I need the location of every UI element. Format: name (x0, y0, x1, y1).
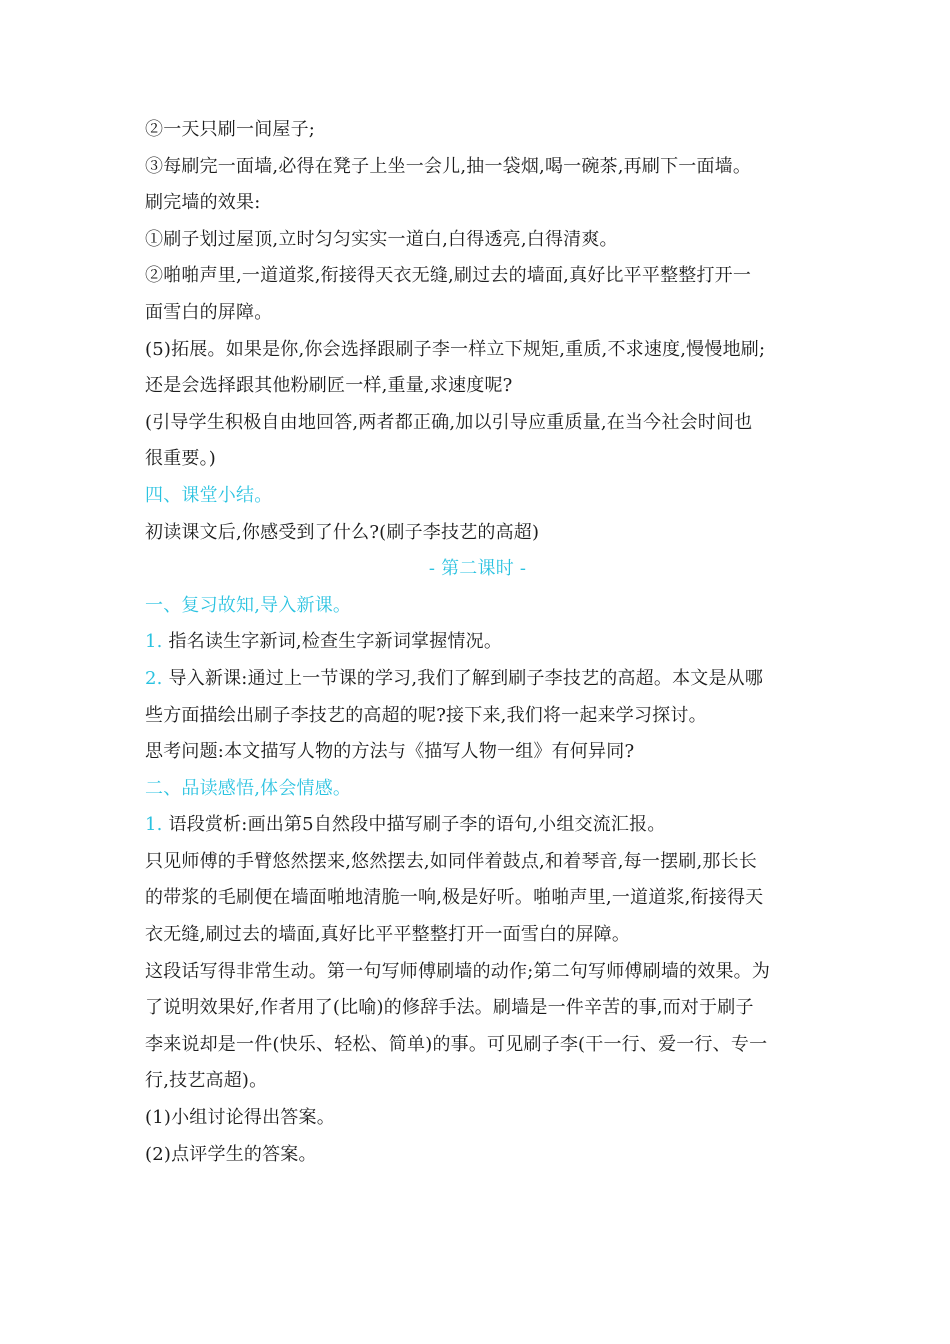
numbered-item (145, 807, 810, 844)
document-body (145, 112, 810, 1173)
item-number: 1. (145, 814, 163, 836)
item-text: 指名读生字新词,检查生字新词掌握情况。 (168, 631, 503, 653)
text-line: (1)小组讨论得出答案。 (145, 1107, 335, 1129)
text-line: 衣无缝,刷过去的墙面,真好比平平整整打开一面雪白的屏障。 (145, 924, 631, 946)
text-line: 还是会选择跟其他粉刷匠一样,重量,求速度呢? (145, 375, 513, 397)
text-line: (2)点评学生的答案。 (145, 1143, 317, 1165)
item-number: 1. (145, 631, 163, 653)
numbered-item (145, 624, 810, 661)
text-line: 刷完墙的效果: (145, 192, 261, 214)
text-line: ②啪啪声里,一道道浆,衔接得天衣无缝,刷过去的墙面,真好比平平整整打开一 (145, 265, 752, 287)
text-line: 只见师傅的手臂悠然摆来,悠然摆去,如同伴着鼓点,和着琴音,每一摆刷,那长长 (145, 850, 758, 872)
lesson-divider: - 第二课时 - (428, 558, 527, 580)
item-text: 导入新课:通过上一节课的学习,我们了解到刷子李技艺的高超。本文是从哪 (168, 667, 764, 689)
text-line: 行,技艺高超)。 (145, 1070, 268, 1092)
text-line: (5)拓展。如果是你,你会选择跟刷子李一样立下规矩,重质,不求速度,慢慢地刷; (145, 338, 766, 360)
section-heading: 二、品读感悟,体会情感。 (145, 777, 352, 799)
text-line: 这段话写得非常生动。第一句写师傅刷墙的动作;第二句写师傅刷墙的效果。为 (145, 960, 771, 982)
numbered-item (145, 661, 810, 698)
text-line: 了说明效果好,作者用了(比喻)的修辞手法。刷墙是一件辛苦的事,而对于刷子 (145, 997, 754, 1019)
text-line: 的带浆的毛刷便在墙面啪地清脆一响,极是好听。啪啪声里,一道道浆,衔接得天 (145, 887, 764, 909)
item-text: 语段赏析:画出第5自然段中描写刷子李的语句,小组交流汇报。 (168, 814, 666, 836)
text-line: ③每刷完一面墙,必得在凳子上坐一会儿,抽一袋烟,喝一碗茶,再刷下一面墙。 (145, 155, 752, 177)
text-line: 李来说却是一件(快乐、轻松、简单)的事。可见刷子李(干一行、爱一行、专一 (145, 1033, 768, 1055)
text-line: 面雪白的屏障。 (145, 301, 273, 323)
section-heading: 一、复习故知,导入新课。 (145, 594, 352, 616)
text-line: ②一天只刷一间屋子; (145, 119, 316, 140)
text-line: (引导学生积极自由地回答,两者都正确,加以引导应重质量,在当今社会时间也 (145, 411, 753, 433)
text-line: 思考问题:本文描写人物的方法与《描写人物一组》有何异同? (145, 741, 635, 763)
item-number: 2. (145, 667, 163, 689)
text-line: 很重要。) (145, 448, 217, 470)
text-line: 初读课文后,你感受到了什么?(刷子李技艺的高超) (145, 521, 540, 543)
text-line: ①刷子划过屋顶,立时匀匀实实一道白,白得透亮,白得清爽。 (145, 228, 618, 250)
text-line: 些方面描绘出刷子李技艺的高超的呢?接下来,我们将一起来学习探讨。 (145, 704, 707, 726)
section-heading: 四、课堂小结。 (145, 484, 273, 506)
